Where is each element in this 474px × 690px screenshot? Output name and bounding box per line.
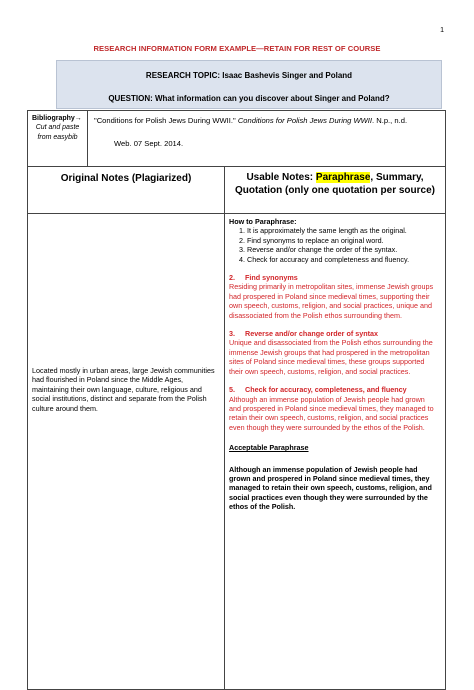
section-3-heading: 3. Reverse and/or change order of syntax [229, 329, 379, 339]
topic-box [56, 60, 442, 109]
usable-notes-cell [225, 214, 446, 690]
section-5-heading: 5. Check for accuracy, completeness, and fluency [229, 385, 407, 395]
paraphrase-highlight: Paraphrase [315, 172, 371, 183]
arrow-right-icon: → [74, 115, 82, 122]
paraphrase-steps [229, 226, 435, 264]
acceptable-paraphrase-text: Although an immense population of Jewish people had grown and prospered in Poland since medieval times, they managed to retain their own speech, customs, religion, and social practices even though they were surrounded by the ethos of the Polish. [229, 464, 432, 512]
citation-text: "Conditions for Polish Jews During WWII." Conditions for Polish Jews During WWII. N.p., n.d. [94, 116, 408, 125]
column-header-row [28, 167, 446, 214]
step-item: 2. Find synonyms to replace an original word. [247, 236, 435, 245]
step-item: 1. It is approximately the same length as the original. [247, 226, 435, 235]
bibliography-instruction: Cut and paste from easybib [35, 124, 80, 141]
usable-notes-header: Usable Notes: Paraphrase, Summary, Quotation (only one quotation per source) [225, 167, 446, 214]
how-to-heading: How to Paraphrase: [229, 217, 297, 226]
page-number: 1 [440, 27, 444, 34]
section-2-heading: 2. Find synonyms [229, 273, 298, 283]
section-2-text: Residing primarily in metropolitan sites, immense Jewish groups had prospered in Poland since medieval times, supporting their own speech, customs, religion, and social practices, unique and disassociated from the Polish ethos surrounding them. [229, 282, 434, 320]
step-item: 4. Check for accuracy and completeness and fluency. [247, 255, 435, 264]
step-item: 3. Reverse and/or change the order of the syntax. [247, 245, 435, 254]
citation-web-date: Web. 07 Sept. 2014. [114, 139, 184, 148]
bibliography-label: Bibliography [32, 115, 75, 122]
section-3-text: Unique and disassociated from the Polish ethos surrounding the immense Jewish groups that had prospered in the metropolitan sites of Poland since medieval times, these groups supported their own speech, customs, religion, and social practices. [229, 338, 433, 376]
section-5-text: Although an immense population of Jewish people had grown and prospered in Poland since medieval times, they managed to retain their own speech, customs, religion, and social practices even though they were surrounded by the ethos of the Polish. [229, 394, 434, 432]
notes-table [27, 110, 446, 690]
research-question: QUESTION: What information can you discover about Singer and Poland? [108, 94, 390, 103]
research-topic: RESEARCH TOPIC: Isaac Bashevis Singer and Poland [145, 71, 353, 80]
notes-body-row [28, 214, 446, 690]
bibliography-label-cell [28, 111, 88, 167]
original-notes-cell [28, 214, 225, 690]
bibliography-citation-cell [88, 111, 446, 167]
original-notes-header: Original Notes (Plagiarized) [28, 167, 225, 214]
acceptable-paraphrase-heading: Acceptable Paraphrase [229, 443, 309, 453]
bibliography-row [28, 111, 446, 167]
original-notes-text: Located mostly in urban areas, large Jewish communities had flourished in Poland since the Middle Ages, maintaining their own language, culture, religious and social institutions, distinct and separate from the Polish culture around them. [32, 366, 215, 413]
document-title: RESEARCH INFORMATION FORM EXAMPLE—RETAIN FOR REST OF COURSE [93, 44, 381, 53]
